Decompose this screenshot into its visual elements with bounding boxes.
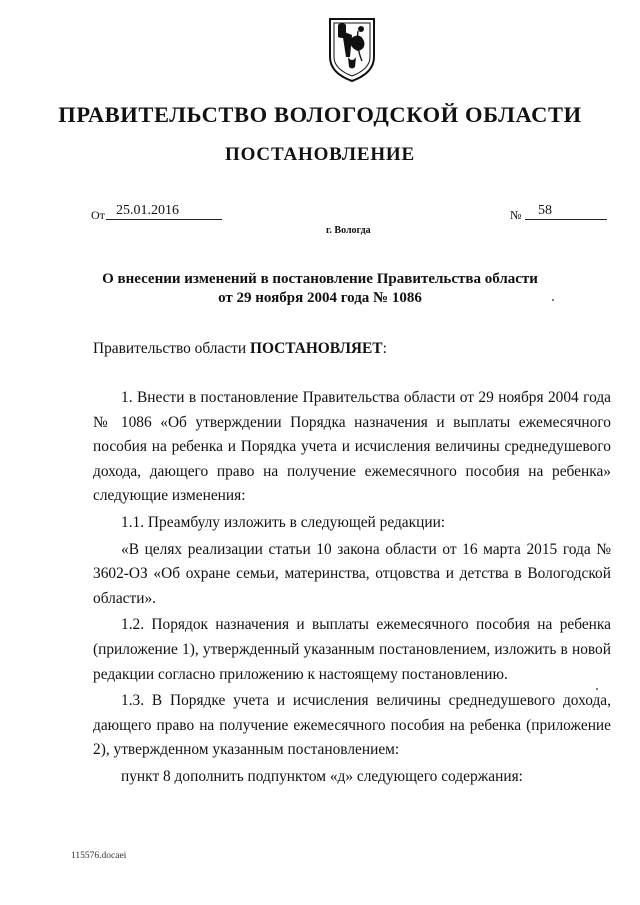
organization-title: ПРАВИТЕЛЬСТВО ВОЛОГОДСКОЙ ОБЛАСТИ <box>58 102 582 127</box>
preamble-text: Правительство области <box>93 340 250 357</box>
paragraph-quote: «В целях реализации статьи 10 закона области от 16 марта 2015 года № 3602-ОЗ «Об охране семьи, материнства, отцовства и детства в Вологодской области». <box>93 540 611 607</box>
footer-filename: 115576.docaei <box>71 851 127 861</box>
vologda-coat-of-arms-icon <box>328 17 376 83</box>
city-label: г. Вологда <box>326 225 371 236</box>
subject-line-2: от 29 ноября 2004 года № 1086 <box>218 290 422 306</box>
paragraph-1-3: 1.3. В Порядке учета и исчисления величины среднедушевого дохода, дающего право на получение ежемесячного пособия на ребенка (приложение 2), утвержденном указанным постановлением: <box>93 692 611 759</box>
paragraph-1: 1. Внести в постановление Правительства области от 29 ноября 2004 года № 1086 «Об утверждении Порядка назначения и выплаты ежемесячного пособия на ребенка и Порядка учета и исчисления величины среднедушевого дохода, дающего право на получение ежемесячного пособия на ребенка» следующие изменения: <box>93 389 611 505</box>
document-date: 25.01.2016 <box>116 203 179 218</box>
paragraph-point-8: пункт 8 дополнить подпунктом «д» следующего содержания: <box>121 767 523 785</box>
document-body <box>93 386 611 792</box>
paragraph-1-2: 1.2. Порядок назначения и выплаты ежемесячного пособия на ребенка (приложение 1), утвержденный указанным постановлением, изложить в новой редакции согласно приложению к настоящему постановлению. <box>93 616 611 683</box>
scan-speck <box>596 688 598 690</box>
preamble-bold: ПОСТАНОВЛЯЕТ <box>249 340 383 357</box>
date-underline <box>106 219 222 220</box>
document-number: 58 <box>538 203 552 218</box>
date-label: От <box>91 208 105 222</box>
subject-line-1: О внесении изменений в постановление Правительства области <box>102 271 538 287</box>
number-label: № <box>510 208 522 222</box>
scan-speck <box>552 299 554 301</box>
paragraph-1-1: 1.1. Преамбулу изложить в следующей редакции: <box>121 513 446 531</box>
number-underline <box>525 219 607 220</box>
document-type: ПОСТАНОВЛЕНИЕ <box>225 144 415 165</box>
preamble-tail: : <box>382 340 387 357</box>
document-subject <box>60 270 580 308</box>
preamble <box>93 340 387 358</box>
